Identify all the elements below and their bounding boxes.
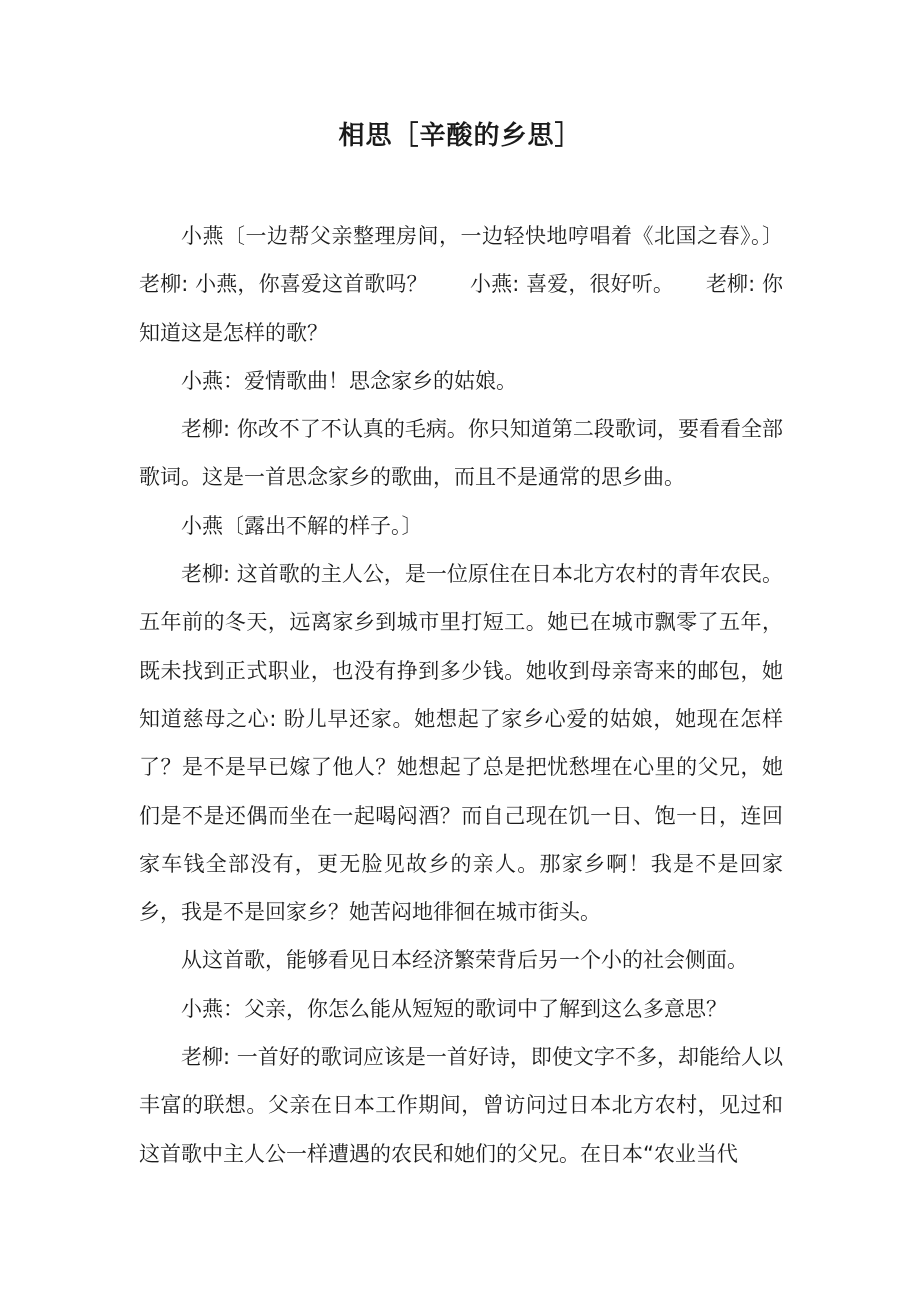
paragraph-2: 小燕：爱情歌曲！思念家乡的姑娘。: [181, 368, 517, 393]
paragraph-6: 从这首歌，能够看见日本经济繁荣背后另一个小的社会侧面。: [181, 948, 748, 973]
paragraph-5: 老柳: 这首歌的主人公，是一位原住在日本北方农村的青年农民。五年前的冬天，远离家乡到城市里打短工。她已在城市飘零了五年，既未找到正式职业，也没有挣到多少钱。她收到母亲寄来的邮包，她知道慈母之心: 盼儿早还家。她想起了家乡心爱的姑娘，她现在怎样了？是不是早已嫁了他人？她想起了总是把忧愁埋在心里的父兄，她们是不是还偶而坐在一起喝闷酒？而自己现在饥一日、饱一日，连回家车钱全部没有，更无脸见故乡的亲人。那家乡啊！我是不是回家乡，我是不是回家乡？她苦闷地徘徊在城市街头。: [139, 562, 783, 925]
paragraph-1: 小燕〔一边帮父亲整理房间，一边轻快地哼唱着《北国之春》。〕老柳: 小燕，你喜爱这首歌吗？ 小燕: 喜爱，很好听。 老柳: 你知道这是怎样的歌？: [139, 224, 783, 345]
paragraph-4: 小燕〔露出不解的样子。〕: [181, 513, 423, 538]
paragraph-3: 老柳: 你改不了不认真的毛病。你只知道第二段歌词，要看看全部歌词。这是一首思念家乡的歌曲，而且不是通常的思乡曲。: [139, 417, 783, 490]
paragraph-7: 小燕：父亲，你怎么能从短短的歌词中了解到这么多意思？: [181, 996, 727, 1021]
document-body: [139, 212, 783, 1178]
paragraph-8: 老柳: 一首好的歌词应该是一首好诗，即使文字不多，却能给人以丰富的联想。父亲在日本工作期间，曾访问过日本北方农村，见过和这首歌中主人公一样遭遇的农民和她们的父兄。在日本“农业当代: [139, 1045, 783, 1166]
document-title: 相思［辛酸的乡思］: [338, 121, 582, 151]
